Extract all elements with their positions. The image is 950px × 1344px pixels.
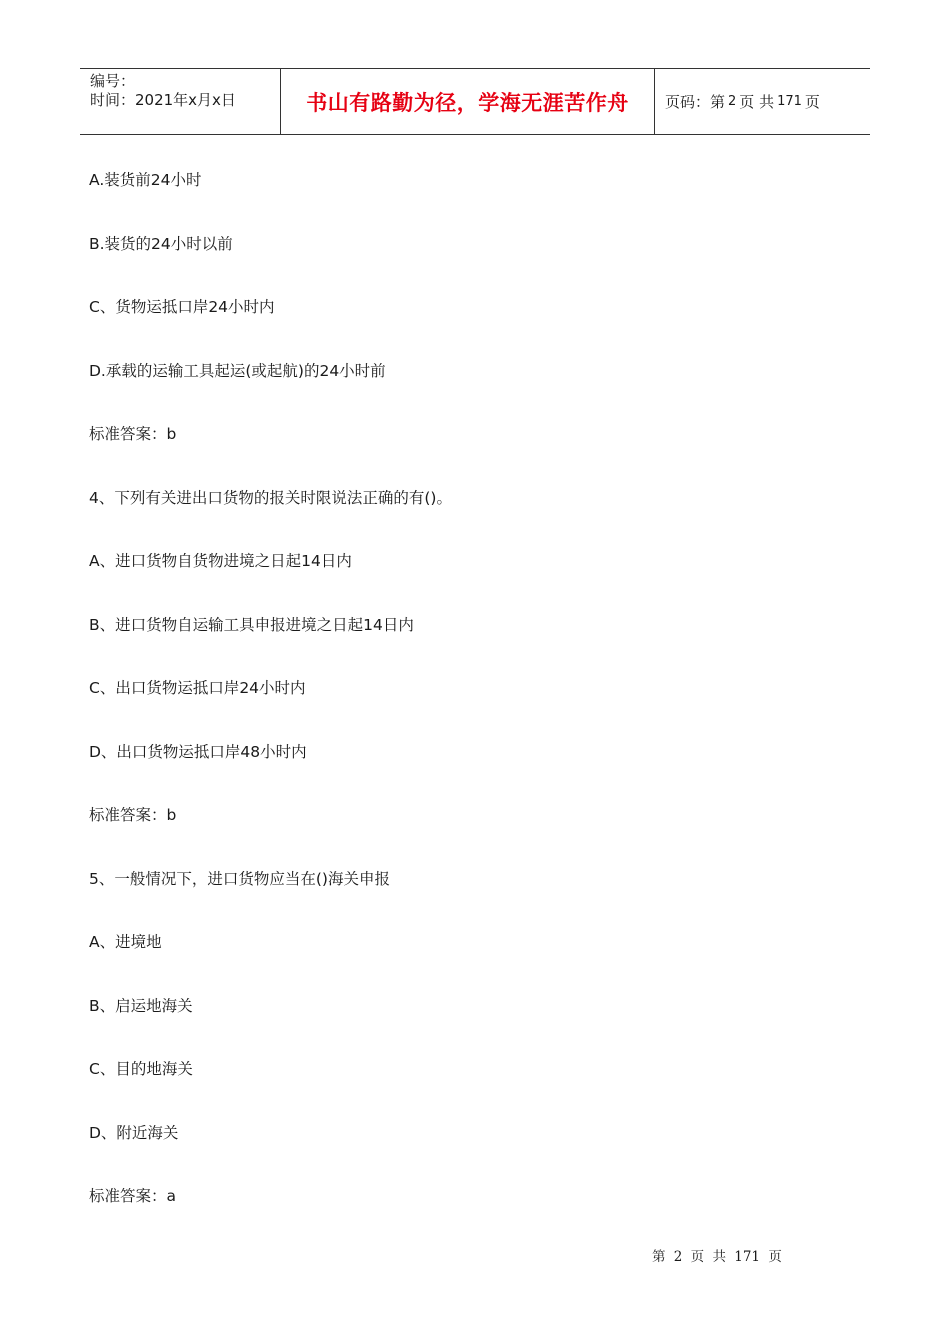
option-line: B、进口货物自运输工具申报进境之日起14日内 bbox=[89, 615, 414, 634]
page-current: 2 bbox=[728, 94, 737, 109]
option-line: C、出口货物运抵口岸24小时内 bbox=[89, 679, 306, 697]
option-line: A、进口货物自货物进境之日起14日内 bbox=[89, 552, 352, 570]
option-line: C、货物运抵口岸24小时内 bbox=[89, 298, 275, 316]
page-label-prefix: 页码：第 bbox=[665, 93, 726, 111]
page-footer: 第 2 页 共 171 页 bbox=[652, 1249, 782, 1265]
question-line: 5、一般情况下，进口货物应当在()海关申报 bbox=[89, 869, 390, 888]
question-content bbox=[89, 164, 849, 1244]
option-line: D、出口货物运抵口岸48小时内 bbox=[89, 742, 307, 761]
page-header bbox=[80, 68, 870, 135]
option-line: A、进境地 bbox=[89, 933, 162, 951]
date-label: 时间：2021年x月x日 bbox=[90, 91, 236, 109]
header-meta-cell bbox=[80, 69, 281, 134]
page-total: 171 bbox=[777, 94, 802, 109]
question-line: 4、下列有关进出口货物的报关时限说法正确的有()。 bbox=[89, 488, 452, 507]
answer-line: 标准答案：b bbox=[89, 806, 177, 824]
answer-line: 标准答案：a bbox=[89, 1187, 176, 1205]
option-line: B.装货的24小时以前 bbox=[89, 234, 233, 253]
option-line: D.承载的运输工具起运(或起航)的24小时前 bbox=[89, 361, 386, 380]
option-line: D、附近海关 bbox=[89, 1123, 179, 1142]
answer-line: 标准答案：b bbox=[89, 425, 177, 443]
option-line: B、启运地海关 bbox=[89, 996, 193, 1015]
page-label-suffix: 页 bbox=[804, 93, 820, 111]
header-motto: 书山有路勤为径，学海无涯苦作舟 bbox=[281, 69, 655, 134]
page-label-mid: 页 共 bbox=[739, 93, 775, 111]
option-line: C、目的地海关 bbox=[89, 1060, 193, 1078]
option-line: A.装货前24小时 bbox=[89, 171, 202, 189]
serial-label: 编号： bbox=[90, 72, 136, 90]
header-page-info bbox=[655, 69, 870, 134]
